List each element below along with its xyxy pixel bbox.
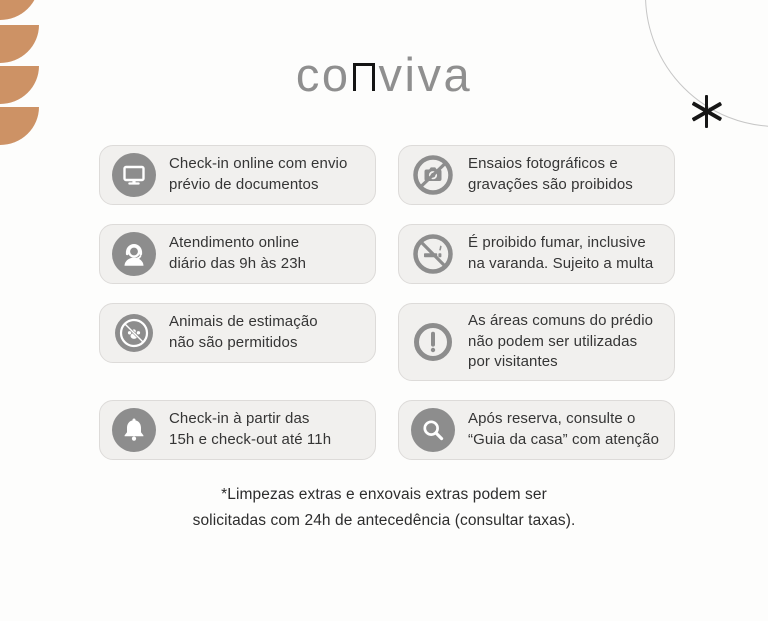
headset-agent-icon <box>112 232 156 276</box>
bell-icon <box>112 408 156 452</box>
rule-text: É proibido fumar, inclusive na varanda. Sujeito a multa <box>468 234 654 272</box>
rule-card-common-areas <box>398 303 675 381</box>
rule-text: As áreas comuns do prédio não podem ser utilizadas por visitantes <box>468 312 654 371</box>
logo-part1: co <box>295 48 351 101</box>
no-pets-icon <box>112 311 156 355</box>
rule-card-no-photoshoots <box>398 145 675 205</box>
footnote-line1: *Limpezas extras e enxovais extras podem ser <box>221 486 547 503</box>
footnote <box>0 482 768 535</box>
rule-text: Ensaios fotográficos e gravações são proibidos <box>468 155 633 193</box>
search-icon <box>411 408 455 452</box>
tan-petal-shape <box>0 107 39 145</box>
rule-card-no-smoking <box>398 224 675 284</box>
logo-part2: viva <box>378 48 473 101</box>
alert-icon <box>411 320 455 364</box>
logo <box>0 0 768 112</box>
rule-card-no-pets <box>99 303 376 363</box>
rule-text: Check-in à partir das 15h e check-out até 11h <box>169 410 332 449</box>
logo-n-glyph <box>353 63 375 91</box>
footnote-line2: solicitadas com 24h de antecedência (consultar taxas). <box>192 512 576 530</box>
no-camera-icon <box>411 153 455 197</box>
rule-text: Atendimento online diário das 9h às 23h <box>169 234 307 272</box>
rule-card-checkin-online <box>99 145 376 205</box>
rule-card-online-support <box>99 224 376 284</box>
rule-card-house-guide <box>398 400 675 460</box>
rule-text: Check-in online com envio prévio de documentos <box>169 155 348 193</box>
rule-card-checkin-times <box>99 400 376 460</box>
rules-grid <box>99 145 675 460</box>
monitor-icon <box>112 153 156 197</box>
rule-text: Animais de estimação não são permitidos <box>169 313 318 351</box>
no-smoking-icon <box>411 232 455 276</box>
rule-text: Após reserva, consulte o “Guia da casa” com atenção <box>468 410 660 449</box>
